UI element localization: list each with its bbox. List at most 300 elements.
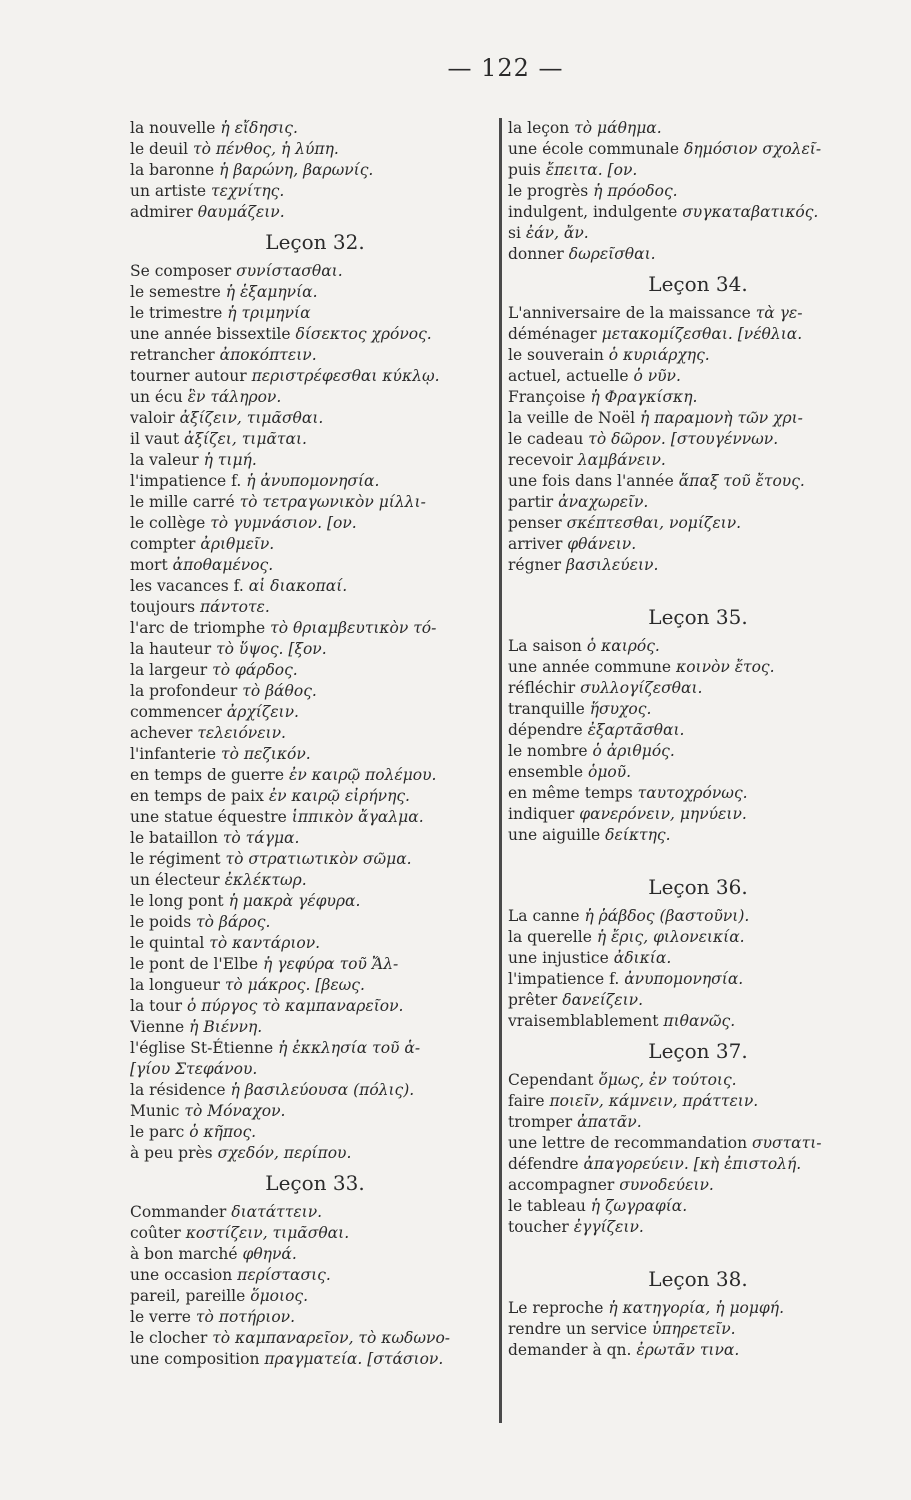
french-term: un écu xyxy=(130,388,183,406)
greek-translation: ἡ βαρώνη, βαρωνίς. xyxy=(219,161,374,179)
vocab-entry xyxy=(130,1080,500,1101)
greek-translation: ἐξαρτᾶσθαι. xyxy=(587,721,685,739)
vocab-entry xyxy=(130,261,500,282)
greek-translation: αἱ διακοπαί. xyxy=(248,577,348,595)
greek-translation: ὑπηρετεῖν. xyxy=(651,1320,736,1338)
french-term: déménager xyxy=(508,325,597,343)
greek-translation: δίσεκτος χρόνος. xyxy=(295,325,432,343)
french-term: le tableau xyxy=(508,1197,586,1215)
vocab-entry xyxy=(130,160,500,181)
lesson-heading: Leçon 36. xyxy=(648,875,748,899)
vocab-entry xyxy=(508,657,888,678)
french-term: toucher xyxy=(508,1218,569,1236)
french-term: tranquille xyxy=(508,700,585,718)
greek-translation: ἡ Φραγκίσκη. xyxy=(590,388,698,406)
french-term: la résidence xyxy=(130,1081,226,1099)
greek-translation: ἐκλέκτωρ. xyxy=(224,871,307,889)
greek-translation: πραγματεία. [στάσιον. xyxy=(264,1350,444,1368)
french-term: en temps de paix xyxy=(130,787,264,805)
french-term: actuel, actuelle xyxy=(508,367,629,385)
vocab-entry xyxy=(130,366,500,387)
french-term: le collège xyxy=(130,514,206,532)
greek-translation: ἀρχίζειν. xyxy=(226,703,299,721)
vocab-entry xyxy=(130,744,500,765)
french-term: penser xyxy=(508,514,562,532)
vocab-entry xyxy=(130,139,500,160)
greek-translation: ἥσυχος. xyxy=(589,700,652,718)
greek-translation: ἱππικὸν ἄγαλμα. xyxy=(291,808,424,826)
greek-translation: ἐάν, ἄν. xyxy=(525,224,589,242)
french-term: la profondeur xyxy=(130,682,238,700)
vocab-block xyxy=(508,303,888,576)
vocab-entry xyxy=(130,786,500,807)
french-term: toujours xyxy=(130,598,196,616)
french-term: le nombre xyxy=(508,742,588,760)
vocab-entry xyxy=(130,1223,500,1244)
french-term: commencer xyxy=(130,703,222,721)
lesson-heading: Leçon 32. xyxy=(265,230,365,254)
french-term: indulgent, indulgente xyxy=(508,203,678,221)
french-term: accompagner xyxy=(508,1176,615,1194)
vocab-block xyxy=(508,636,888,846)
greek-translation: ἡ ἐκκλησία τοῦ ἁ- xyxy=(278,1039,421,1057)
greek-translation: συλλογίζεσθαι. xyxy=(580,679,703,697)
french-term: la querelle xyxy=(508,928,592,946)
french-term: défendre xyxy=(508,1155,579,1173)
greek-translation: συγκαταβατικός. xyxy=(682,203,819,221)
french-term: à peu près xyxy=(130,1144,213,1162)
french-term: le pont de l'Elbe xyxy=(130,955,259,973)
greek-translation: φανερόνειν, μηνύειν. xyxy=(579,805,747,823)
greek-translation: ἡ ἀνυπομονησία. xyxy=(246,472,380,490)
french-term: une fois dans l'année xyxy=(508,472,674,490)
greek-translation: περιστρέφεσθαι κύκλῳ. xyxy=(251,367,440,385)
greek-translation: περίστασις. xyxy=(237,1266,331,1284)
french-term: partir xyxy=(508,493,554,511)
vocab-entry xyxy=(508,1175,888,1196)
greek-translation: ἡ κατηγορία, ἡ μομφή. xyxy=(608,1299,784,1317)
greek-translation: ἀναχωρεῖν. xyxy=(558,493,649,511)
french-term: les vacances f. xyxy=(130,577,244,595)
vocab-entry xyxy=(130,1244,500,1265)
vocab-entry xyxy=(508,429,888,450)
vocab-entry xyxy=(508,244,888,265)
vocab-entry xyxy=(130,765,500,786)
greek-translation: ἡ μακρὰ γέφυρα. xyxy=(228,892,361,910)
vocab-entry xyxy=(130,1265,500,1286)
french-term: dépendre xyxy=(508,721,583,739)
vocab-entry xyxy=(508,324,888,345)
vocab-entry xyxy=(130,1286,500,1307)
greek-translation: φθηνά. xyxy=(242,1245,297,1263)
greek-translation: τὸ καντάριον. xyxy=(209,934,321,952)
greek-translation: τὸ δῶρον. [στουγέννων. xyxy=(588,430,779,448)
vocab-entry xyxy=(130,1202,500,1223)
greek-translation: τὸ μάκρος. [βεως. xyxy=(224,976,365,994)
vocab-entry xyxy=(130,181,500,202)
french-term: en temps de guerre xyxy=(130,766,285,784)
french-term: valoir xyxy=(130,409,175,427)
french-term: le deuil xyxy=(130,140,189,158)
vocab-entry xyxy=(130,492,500,513)
greek-translation: ἡ Βιέννη. xyxy=(189,1018,263,1036)
french-term: prêter xyxy=(508,991,558,1009)
greek-translation: ἓν τάληρον. xyxy=(187,388,282,406)
french-term: réfléchir xyxy=(508,679,576,697)
greek-translation: [γίου Στεφάνου. xyxy=(130,1060,258,1078)
french-term: ensemble xyxy=(508,763,584,781)
vocab-block xyxy=(130,1202,500,1370)
greek-translation: πάντοτε. xyxy=(199,598,270,616)
greek-translation: τὸ θριαμβευτικὸν τό- xyxy=(270,619,437,637)
vocab-entry xyxy=(130,870,500,891)
greek-translation: τὸ πεζικόν. xyxy=(221,745,311,763)
greek-translation: διατάττειν. xyxy=(231,1203,323,1221)
french-term: L'anniversaire de la maissance xyxy=(508,304,751,322)
vocab-entry xyxy=(130,639,500,660)
greek-translation: συνοδεύειν. xyxy=(619,1176,714,1194)
french-term: une occasion xyxy=(130,1266,233,1284)
vocab-entry xyxy=(508,1196,888,1217)
vocab-entry xyxy=(508,1319,888,1340)
greek-translation: ὅμοιος. xyxy=(250,1287,309,1305)
vocab-entry xyxy=(130,450,500,471)
french-term: Cependant xyxy=(508,1071,594,1089)
french-term: une composition xyxy=(130,1350,260,1368)
greek-translation: ἡ ἔρις, φιλονεικία. xyxy=(596,928,745,946)
french-term: le souverain xyxy=(508,346,604,364)
greek-translation: τὸ καμπαναρεῖον, τὸ κωδωνο- xyxy=(212,1329,451,1347)
greek-translation: ὁ πύργος τὸ καμπαναρεῖον. xyxy=(187,997,404,1015)
vocab-entry xyxy=(130,1307,500,1328)
greek-translation: τὸ βάρος. xyxy=(196,913,271,931)
greek-translation: τὸ στρατιωτικὸν σῶμα. xyxy=(225,850,412,868)
greek-translation: ἔπειτα. [ον. xyxy=(545,161,638,179)
vocab-entry xyxy=(508,492,888,513)
vocab-entry xyxy=(130,1017,500,1038)
vocab-entry xyxy=(508,181,888,202)
french-term: la longueur xyxy=(130,976,220,994)
greek-translation: ἀξίζει, τιμᾶται. xyxy=(184,430,307,448)
vocab-entry xyxy=(508,387,888,408)
vocab-entry xyxy=(130,1328,500,1349)
vocab-entry xyxy=(130,1038,500,1059)
lesson-heading: Leçon 35. xyxy=(648,605,748,629)
greek-translation: ἀδικία. xyxy=(613,949,672,967)
vocab-entry xyxy=(130,1143,500,1164)
vocab-entry xyxy=(130,408,500,429)
greek-translation: ἡ τιμή. xyxy=(203,451,257,469)
french-term: mort xyxy=(130,556,168,574)
greek-translation: τὸ γυμνάσιον. [ον. xyxy=(210,514,357,532)
french-term: il vaut xyxy=(130,430,180,448)
greek-translation: συστατι- xyxy=(752,1134,822,1152)
vocab-entry xyxy=(508,118,888,139)
french-term: l'impatience f. xyxy=(508,970,620,988)
greek-translation: μετακομίζεσθαι. [νέθλια. xyxy=(601,325,803,343)
french-term: le semestre xyxy=(130,283,221,301)
greek-translation: δημόσιον σχολεῖ- xyxy=(684,140,822,158)
vocab-entry xyxy=(508,471,888,492)
vocab-entry xyxy=(130,849,500,870)
vocab-block xyxy=(508,1298,888,1361)
vocab-entry xyxy=(508,450,888,471)
greek-translation: λαμβάνειν. xyxy=(577,451,666,469)
greek-translation: ἡ ῥάβδος (βαστοῦνι). xyxy=(584,907,750,925)
greek-translation: τὸ μάθημα. xyxy=(574,119,662,137)
greek-translation: κοινὸν ἔτος. xyxy=(676,658,775,676)
greek-translation: τὸ Μόναχον. xyxy=(184,1102,286,1120)
french-term: le parc xyxy=(130,1123,185,1141)
greek-translation: ὅμως, ἐν τούτοις. xyxy=(598,1071,737,1089)
greek-translation: ἡ ἑξαμηνία. xyxy=(225,283,318,301)
french-term: La saison xyxy=(508,637,582,655)
french-term: puis xyxy=(508,161,541,179)
greek-translation: ἐν καιρῷ πολέμου. xyxy=(289,766,437,784)
vocab-entry xyxy=(130,828,500,849)
french-term: Munic xyxy=(130,1102,180,1120)
vocab-entry xyxy=(508,825,888,846)
greek-translation: τελειόνειν. xyxy=(197,724,286,742)
french-term: le progrès xyxy=(508,182,589,200)
greek-translation: τὸ βάθος. xyxy=(242,682,317,700)
vocab-entry xyxy=(130,702,500,723)
vocab-block xyxy=(508,906,888,1032)
french-term: une injustice xyxy=(508,949,609,967)
french-term: compter xyxy=(130,535,196,553)
vocab-entry xyxy=(130,1122,500,1143)
french-term: l'église St-Étienne xyxy=(130,1039,274,1057)
french-term: l'impatience f. xyxy=(130,472,242,490)
vocab-block xyxy=(130,261,500,1164)
french-term: une statue équestre xyxy=(130,808,287,826)
french-term: une année commune xyxy=(508,658,672,676)
vocab-entry xyxy=(508,366,888,387)
lesson-heading: Leçon 34. xyxy=(648,272,748,296)
vocab-entry xyxy=(130,1101,500,1122)
vocab-entry xyxy=(130,118,500,139)
vocab-entry xyxy=(130,303,500,324)
french-term: coûter xyxy=(130,1224,181,1242)
vocab-entry xyxy=(130,618,500,639)
greek-translation: ἀνυπομονησία. xyxy=(624,970,744,988)
vocab-entry xyxy=(508,534,888,555)
vocab-entry xyxy=(130,996,500,1017)
greek-translation: ἐν καιρῷ εἰρήνης. xyxy=(268,787,410,805)
greek-translation: ὁ κῆπος. xyxy=(189,1123,257,1141)
french-term: vraisemblablement xyxy=(508,1012,659,1030)
greek-translation: ὁμοῦ. xyxy=(587,763,632,781)
french-term: une année bissextile xyxy=(130,325,291,343)
greek-translation: τὸ πένθος, ἡ λύπη. xyxy=(193,140,339,158)
vocab-entry xyxy=(508,1112,888,1133)
greek-translation: τὸ ποτήριον. xyxy=(195,1308,296,1326)
greek-translation: τεχνίτης. xyxy=(211,182,285,200)
french-term: à bon marché xyxy=(130,1245,238,1263)
french-term: régner xyxy=(508,556,562,574)
vocab-entry xyxy=(508,720,888,741)
french-term: le clocher xyxy=(130,1329,208,1347)
vocab-block xyxy=(508,1070,888,1238)
vocab-entry xyxy=(130,576,500,597)
greek-translation: ταυτοχρόνως. xyxy=(637,784,748,802)
french-term: Françoise xyxy=(508,388,586,406)
french-term: la largeur xyxy=(130,661,208,679)
vocab-entry xyxy=(130,954,500,975)
french-term: La canne xyxy=(508,907,580,925)
french-term: le bataillon xyxy=(130,829,218,847)
french-term: l'arc de triomphe xyxy=(130,619,266,637)
french-term: demander à qn. xyxy=(508,1341,632,1359)
french-term: recevoir xyxy=(508,451,573,469)
french-term: donner xyxy=(508,245,564,263)
vocab-entry xyxy=(508,990,888,1011)
greek-translation: τὸ ὕψος. [ξον. xyxy=(216,640,327,658)
greek-translation: ὁ ἀριθμός. xyxy=(592,742,675,760)
greek-translation: ἀπαγορεύειν. [κὴ ἐπιστολή. xyxy=(583,1155,802,1173)
spacer xyxy=(508,1238,888,1260)
french-term: Vienne xyxy=(130,1018,185,1036)
vocab-entry xyxy=(508,1154,888,1175)
greek-translation: ἡ παραμονὴ τῶν χρι- xyxy=(640,409,803,427)
left-column xyxy=(130,118,500,1370)
french-term: l'infanterie xyxy=(130,745,217,763)
french-term: le long pont xyxy=(130,892,224,910)
vocab-block xyxy=(130,118,500,223)
french-term: le quintal xyxy=(130,934,205,952)
french-term: le trimestre xyxy=(130,304,223,322)
vocab-entry xyxy=(508,555,888,576)
spacer xyxy=(508,846,888,868)
vocab-entry xyxy=(130,387,500,408)
greek-translation: σκέπτεσθαι, νομίζειν. xyxy=(566,514,742,532)
vocab-entry xyxy=(508,1091,888,1112)
french-term: la hauteur xyxy=(130,640,212,658)
vocab-entry xyxy=(130,324,500,345)
greek-translation: πιθανῶς. xyxy=(663,1012,736,1030)
greek-translation: δείκτης. xyxy=(605,826,671,844)
french-term: le mille carré xyxy=(130,493,235,511)
vocab-entry xyxy=(508,345,888,366)
vocab-entry xyxy=(508,1070,888,1091)
vocab-entry xyxy=(508,969,888,990)
french-term: la valeur xyxy=(130,451,199,469)
greek-translation: τὸ τετραγωνικὸν μίλλι- xyxy=(239,493,426,511)
greek-translation: ποιεῖν, κάμνειν, πράττειν. xyxy=(549,1092,759,1110)
french-term: indiquer xyxy=(508,805,575,823)
vocab-entry xyxy=(508,741,888,762)
vocab-entry xyxy=(508,1340,888,1361)
vocab-entry xyxy=(508,927,888,948)
french-term: un électeur xyxy=(130,871,220,889)
greek-translation: ὁ νῦν. xyxy=(633,367,681,385)
greek-translation: σχεδόν, περίπου. xyxy=(217,1144,352,1162)
greek-translation: δανείζειν. xyxy=(562,991,644,1009)
greek-translation: ἀριθμεῖν. xyxy=(200,535,275,553)
greek-translation: συνίστασθαι. xyxy=(236,262,343,280)
greek-translation: δωρεῖσθαι. xyxy=(568,245,656,263)
french-term: tourner autour xyxy=(130,367,247,385)
vocab-entry xyxy=(508,1217,888,1238)
french-term: le verre xyxy=(130,1308,191,1326)
greek-translation: ἀπατᾶν. xyxy=(577,1113,642,1131)
french-term: admirer xyxy=(130,203,193,221)
greek-translation: φθάνειν. xyxy=(567,535,637,553)
greek-translation: τὰ γε- xyxy=(755,304,803,322)
spacer xyxy=(508,576,888,598)
vocab-entry xyxy=(130,1059,500,1080)
vocab-entry xyxy=(130,933,500,954)
greek-translation: ἡ τριμηνία xyxy=(227,304,311,322)
french-term: arriver xyxy=(508,535,563,553)
lesson-heading: Leçon 37. xyxy=(648,1039,748,1063)
greek-translation: ὁ καιρός. xyxy=(586,637,660,655)
greek-translation: ὁ κυριάρχης. xyxy=(608,346,710,364)
right-column xyxy=(508,118,888,1361)
french-term: la baronne xyxy=(130,161,215,179)
french-term: une lettre de recommandation xyxy=(508,1134,748,1152)
french-term: achever xyxy=(130,724,193,742)
greek-translation: ἀποκόπτειν. xyxy=(219,346,317,364)
vocab-entry xyxy=(130,282,500,303)
greek-translation: ἐγγίζειν. xyxy=(573,1218,644,1236)
vocab-entry xyxy=(508,762,888,783)
greek-translation: ἡ γεφύρα τοῦ Ἄλ- xyxy=(263,955,399,973)
page-number: — 122 — xyxy=(447,54,564,82)
french-term: le poids xyxy=(130,913,192,931)
vocab-entry xyxy=(508,139,888,160)
greek-translation: ἡ βασιλεύουσα (πόλις). xyxy=(230,1081,415,1099)
greek-translation: ἀποθαμένος. xyxy=(172,556,274,574)
vocab-entry xyxy=(130,597,500,618)
vocab-entry xyxy=(508,202,888,223)
vocab-entry xyxy=(130,513,500,534)
vocab-entry xyxy=(130,660,500,681)
vocab-entry xyxy=(508,636,888,657)
lesson-heading: Leçon 38. xyxy=(648,1267,748,1291)
vocab-entry xyxy=(508,948,888,969)
french-term: le régiment xyxy=(130,850,221,868)
vocab-entry xyxy=(508,303,888,324)
vocab-entry xyxy=(130,681,500,702)
french-term: la leçon xyxy=(508,119,570,137)
greek-translation: ἀξίζειν, τιμᾶσθαι. xyxy=(179,409,324,427)
french-term: tromper xyxy=(508,1113,573,1131)
greek-translation: βασιλεύειν. xyxy=(566,556,659,574)
french-term: Commander xyxy=(130,1203,227,1221)
greek-translation: ἅπαξ τοῦ ἔτους. xyxy=(678,472,805,490)
french-term: Se composer xyxy=(130,262,232,280)
vocab-entry xyxy=(130,345,500,366)
vocab-entry xyxy=(508,906,888,927)
vocab-entry xyxy=(130,471,500,492)
greek-translation: ἡ ζωγραφία. xyxy=(590,1197,688,1215)
french-term: en même temps xyxy=(508,784,633,802)
vocab-entry xyxy=(130,975,500,996)
greek-translation: ἡ πρόοδος. xyxy=(593,182,678,200)
vocab-entry xyxy=(508,223,888,244)
french-term: la tour xyxy=(130,997,183,1015)
greek-translation: κοστίζειν, τιμᾶσθαι. xyxy=(185,1224,350,1242)
vocab-entry xyxy=(508,699,888,720)
vocab-entry xyxy=(130,534,500,555)
greek-translation: ἐρωτᾶν τινα. xyxy=(636,1341,740,1359)
greek-translation: θαυμάζειν. xyxy=(197,203,285,221)
vocab-entry xyxy=(508,1133,888,1154)
vocab-entry xyxy=(508,1011,888,1032)
french-term: le cadeau xyxy=(508,430,584,448)
vocab-entry xyxy=(508,783,888,804)
